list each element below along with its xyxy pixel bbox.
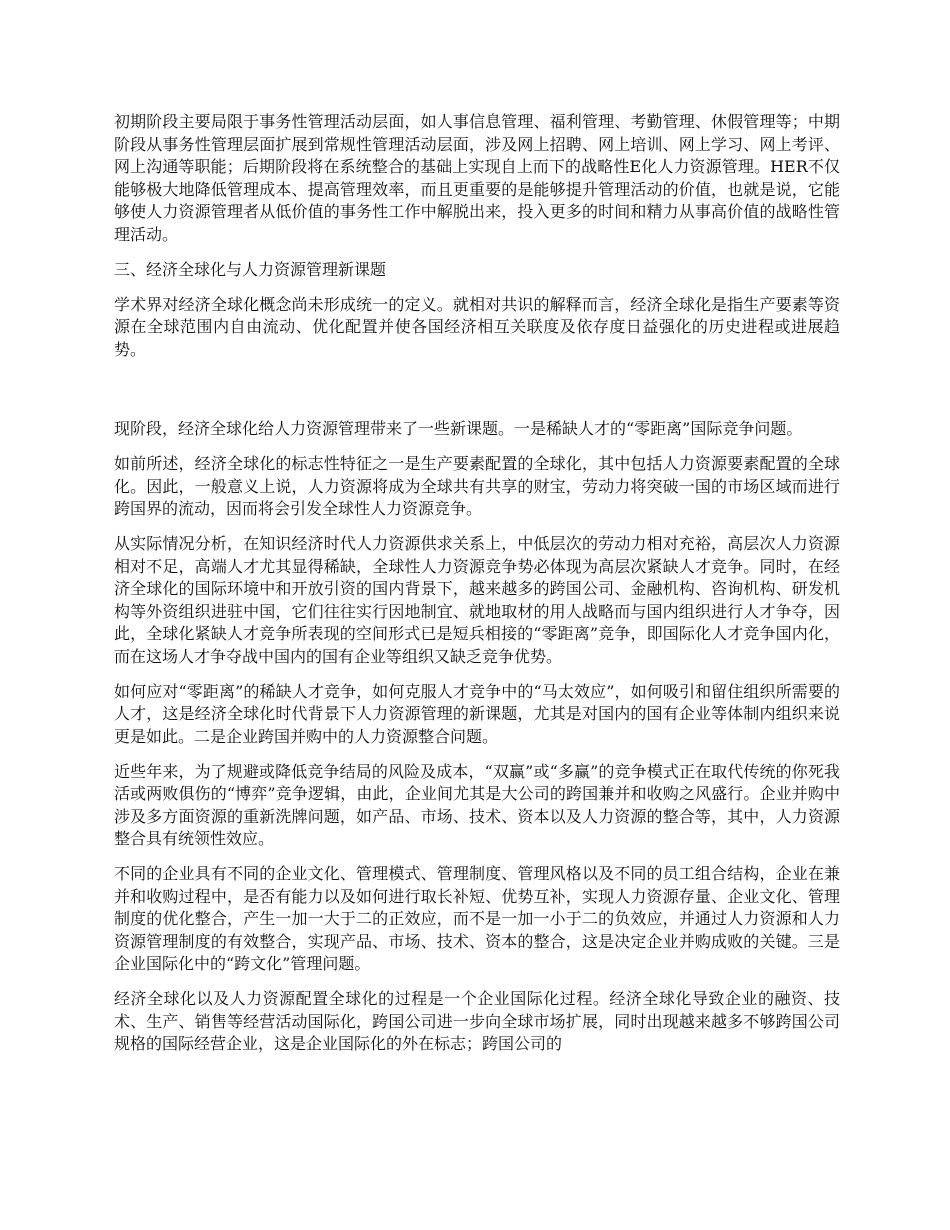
paragraph-globalization-definition: 学术界对经济全球化概念尚未形成统一的定义。就相对共识的解释而言，经济全球化是指生产要素等资源在全球范围内自由流动、优化配置并使各国经济相互关联度及依存度日益强化的历史进程或进展趋势。 [114,294,840,359]
paragraph-integration: 不同的企业具有不同的企业文化、管理模式、管理制度、管理风格以及不同的员工组合结构，企业在兼并和收购过程中，是否有能力以及如何进行取长补短、优势互补，实现人力资源存量、企业文化、管理制度的优化整合，产生一加一大于二的正效应，而不是一加一小于二的负效应，并通过人力资源和人力资源管理制度的有效整合，实现产品、市场、技术、资本的整合，这是决定企业并购成败的关键。三是企业国际化中的“跨文化”管理问题。 [114,864,840,973]
paragraph-new-topics: 现阶段，经济全球化给人力资源管理带来了一些新课题。一是稀缺人才的“零距离”国际竞争问题。 [114,419,803,438]
paragraph-hr-stages: 初期阶段主要局限于事务性管理活动层面，如人事信息管理、福利管理、考勤管理、休假管理等；中期阶段从事务性管理层面扩展到常规性管理活动层面，涉及网上招聘、网上培训、网上学习、网上考评、网上沟通等职能；后期阶段将在系统整合的基础上实现自上而下的战略性E化人力资源管理。HER不仅能够极大地降低管理成本、提高管理效率，而且更重要的是能够提升管理活动的价值，也就是说，它能够使人力资源管理者从低价值的事务性工作中解脱出来，投入更多的时间和精力从事高价值的战略性管理活动。 [114,112,840,244]
paragraph-zero-distance: 如何应对“零距离”的稀缺人才竞争，如何克服人才竞争中的“马太效应”，如何吸引和留住组织所需要的人才，这是经济全球化时代背景下人力资源管理的新课题，尤其是对国内的国有企业等体制内组织来说更是如此。二是企业跨国并购中的人力资源整合问题。 [114,681,840,746]
paragraph-mergers: 近些年来，为了规避或降低竞争结局的风险及成本，“双赢”或“多赢”的竞争模式正在取代传统的你死我活或两败俱伤的“博弈”竞争逻辑，由此，企业间尤其是大公司的跨国兼并和收购之风盛行。企业并购中涉及多方面资源的重新洗牌问题，如产品、市场、技术、资本以及人力资源的整合等，其中，人力资源整合具有统领性效应。 [114,761,840,848]
paragraph-factor-allocation: 如前所述，经济全球化的标志性特征之一是生产要素配置的全球化，其中包括人力资源要素配置的全球化。因此，一般意义上说，人力资源将成为全球共有共享的财宝，劳动力将突破一国的市场区域而进行跨国界的流动，因而将会引发全球性人力资源竞争。 [114,454,840,518]
paragraph-talent-competition: 从实际情况分析，在知识经济时代人力资源供求关系上，中低层次的劳动力相对充裕，高层次人力资源相对不足，高端人才尤其显得稀缺，全球性人力资源竞争势必体现为高层次紧缺人才竞争。同时，在经济全球化的国际环境中和开放引资的国内背景下，越来越多的跨国公司、金融机构、咨询机构、研发机构等外资组织进驻中国，它们往往实行因地制宜、就地取材的用人战略而与国内组织进行人才争夺，因此，全球化紧缺人才竞争所表现的空间形式已是短兵相接的“零距离”竞争，即国际化人才竞争国内化，而在这场人才争夺战中国内的国有企业等组织又缺乏竞争优势。 [114,534,840,666]
paragraph-internationalization: 经济全球化以及人力资源配置全球化的过程是一个企业国际化过程。经济全球化导致企业的融资、技术、生产、销售等经营活动国际化，跨国公司进一步向全球市场扩展，同时出现越来越多不够跨国公司规格的国际经营企业，这是企业国际化的外在标志；跨国公司的 [114,989,840,1053]
section-heading-globalization: 三、经济全球化与人力资源管理新课题 [114,259,387,279]
document-body [114,111,840,1068]
